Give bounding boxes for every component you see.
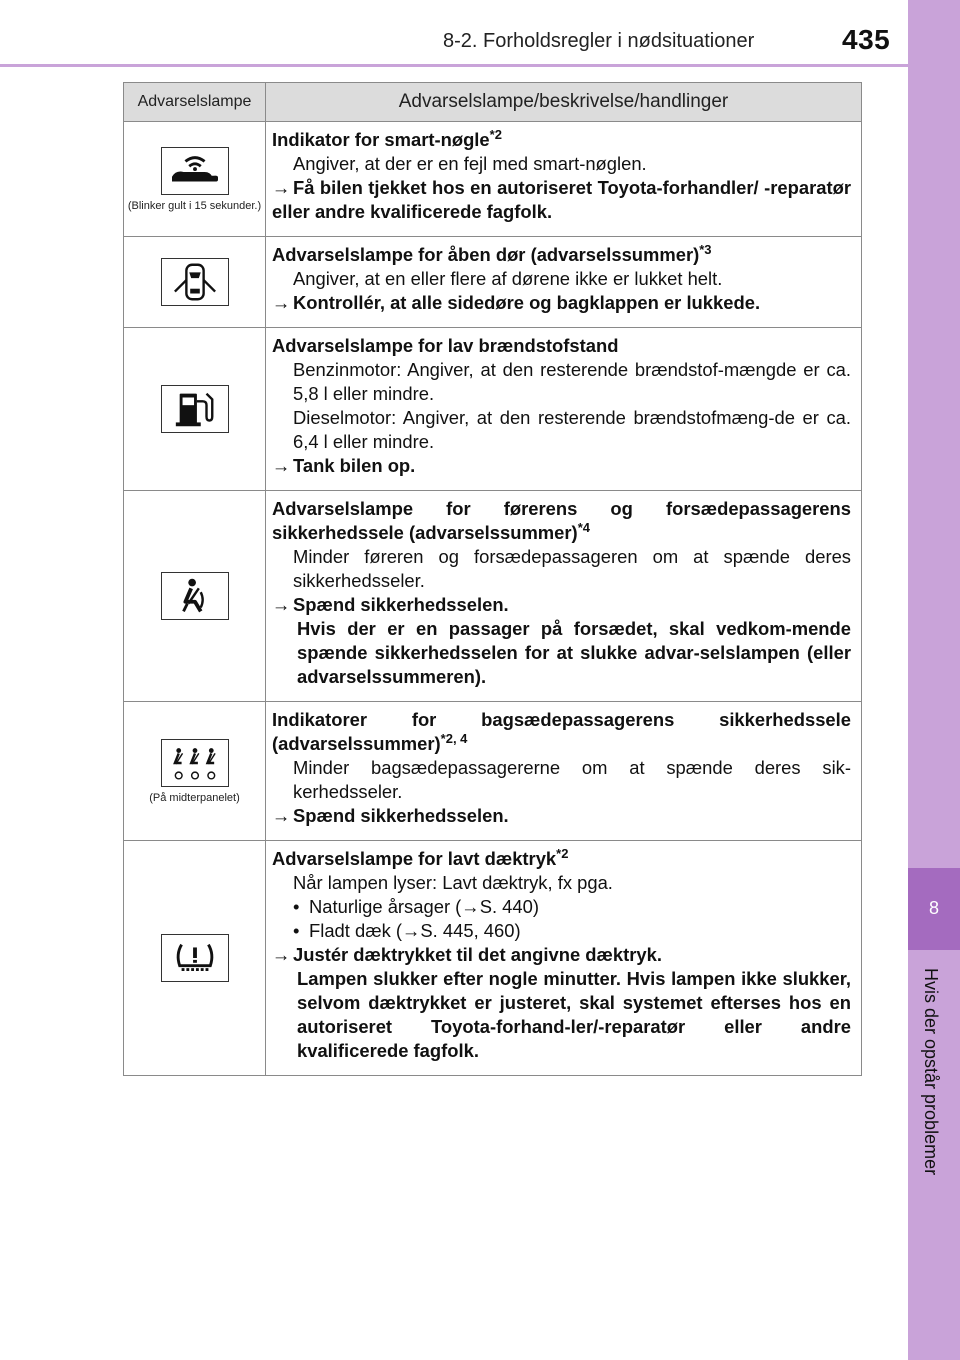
column-header-lamp: Advarselslampe bbox=[124, 83, 266, 122]
tire-pressure-icon bbox=[161, 934, 229, 982]
table-row bbox=[124, 702, 862, 841]
description-cell bbox=[266, 237, 862, 328]
description-text: Angiver, at der er en fejl med smart-nøglen. bbox=[293, 153, 647, 174]
page-number: 435 bbox=[842, 24, 891, 55]
action-text: Spænd sikkerhedsselen. bbox=[293, 594, 509, 615]
action-extra-text: Hvis der er en passager på forsædet, skal vedkom-mende spænde sikkerhedsselen for at slukke advar-selslampen (eller advarselssummeren). bbox=[297, 618, 851, 687]
arrow-icon: → bbox=[272, 455, 291, 476]
description-cell bbox=[266, 841, 862, 1076]
bullet-mark: • bbox=[293, 920, 300, 941]
action-text: Kontrollér, at alle sidedøre og bagklappen er lukkede. bbox=[293, 292, 761, 313]
footnote-marker: *2 bbox=[556, 845, 569, 861]
description-cell bbox=[266, 328, 862, 491]
table-row bbox=[124, 491, 862, 702]
footnote-marker: *2, 4 bbox=[440, 730, 468, 746]
description-text: Benzinmotor: Angiver, at den resterende brændstof-mængde er ca. 5,8 l eller mindre. bbox=[293, 359, 851, 404]
warning-lamp-table bbox=[123, 82, 862, 1076]
icon-cell bbox=[124, 122, 266, 237]
table-row bbox=[124, 328, 862, 491]
action-text: Justér dæktrykket til det angivne dæktryk. bbox=[293, 944, 662, 965]
footnote-marker: *2 bbox=[489, 126, 502, 142]
row-title: Advarselslampe for lav brændstofstand bbox=[272, 335, 619, 356]
bullet-item bbox=[272, 895, 851, 919]
bullet-mark: • bbox=[293, 896, 300, 917]
smart-key-icon bbox=[161, 147, 229, 195]
description-text: Angiver, at en eller flere af dørene ikke er lukket helt. bbox=[293, 268, 723, 289]
description-cell bbox=[266, 491, 862, 702]
icon-cell bbox=[124, 841, 266, 1076]
description-cell bbox=[266, 702, 862, 841]
column-header-description: Advarselslampe/beskrivelse/handlinger bbox=[266, 83, 862, 122]
row-title: Advarselslampe for lavt dæktryk bbox=[272, 848, 557, 869]
bullet-text[interactable]: Fladt dæk (→S. 445, 460) bbox=[309, 920, 521, 941]
row-title: Advarselslampe for førerens og forsædepassagerens sikkerhedssele (advarselssummer) bbox=[272, 498, 851, 543]
table-header-row bbox=[124, 83, 862, 122]
bullet-item bbox=[272, 919, 851, 943]
icon-note: (På midterpanelet) bbox=[149, 791, 240, 804]
arrow-icon: → bbox=[272, 594, 291, 615]
icon-cell bbox=[124, 491, 266, 702]
chapter-number: 8 bbox=[928, 898, 939, 918]
low-fuel-icon bbox=[161, 385, 229, 433]
section-title: 8-2. Forholdsregler i nødsituationer bbox=[443, 30, 755, 52]
open-door-icon bbox=[161, 258, 229, 306]
description-text: Dieselmotor: Angiver, at den resterende brændstofmæng-de er ca. 6,4 l eller mindre. bbox=[293, 407, 851, 452]
chapter-side-tab[interactable] bbox=[908, 0, 960, 1360]
footnote-marker: *3 bbox=[699, 241, 712, 257]
table-row bbox=[124, 841, 862, 1076]
arrow-icon: → bbox=[272, 292, 291, 313]
row-title: Advarselslampe for åben dør (advarselssummer) bbox=[272, 244, 700, 265]
table-row bbox=[124, 237, 862, 328]
icon-cell bbox=[124, 702, 266, 841]
row-title: Indikatorer for bagsædepassagerens sikkerhedssele (advarselssummer) bbox=[272, 709, 851, 754]
header-divider bbox=[0, 64, 908, 67]
icon-note: (Blinker gult i 15 sekunder.) bbox=[127, 199, 262, 212]
seatbelt-icon bbox=[161, 572, 229, 620]
description-text: Når lampen lyser: Lavt dæktryk, fx pga. bbox=[293, 872, 613, 893]
action-extra-text: Lampen slukker efter nogle minutter. Hvis lampen ikke slukker, selvom dæktrykket er justeret, skal systemet efterses hos en autoriseret Toyota-forhand-ler/-reparatør eller andre kvalificerede fagfolk. bbox=[297, 968, 851, 1061]
bullet-text[interactable]: Naturlige årsager (→S. 440) bbox=[309, 896, 539, 917]
footnote-marker: *4 bbox=[577, 519, 590, 535]
action-text: Få bilen tjekket hos en autoriseret Toyota-forhandler/ -reparatør eller andre kvalificerede fagfolk. bbox=[272, 177, 851, 222]
action-text: Tank bilen op. bbox=[293, 455, 416, 476]
icon-cell bbox=[124, 328, 266, 491]
chapter-title: Hvis der opstår problemer bbox=[921, 968, 941, 1176]
table-row bbox=[124, 122, 862, 237]
action-text: Spænd sikkerhedsselen. bbox=[293, 805, 509, 826]
description-cell bbox=[266, 122, 862, 237]
description-text: Minder føreren og forsædepassageren om at spænde deres sikkerhedsseler. bbox=[293, 546, 851, 591]
arrow-icon: → bbox=[272, 944, 291, 965]
row-title: Indikator for smart-nøgle bbox=[272, 129, 490, 150]
description-text: Minder bagsædepassagererne om at spænde deres sik-kerhedsseler. bbox=[293, 757, 851, 802]
rear-seatbelt-icon bbox=[161, 739, 229, 787]
icon-cell bbox=[124, 237, 266, 328]
arrow-icon: → bbox=[272, 177, 291, 198]
arrow-icon: → bbox=[272, 805, 291, 826]
